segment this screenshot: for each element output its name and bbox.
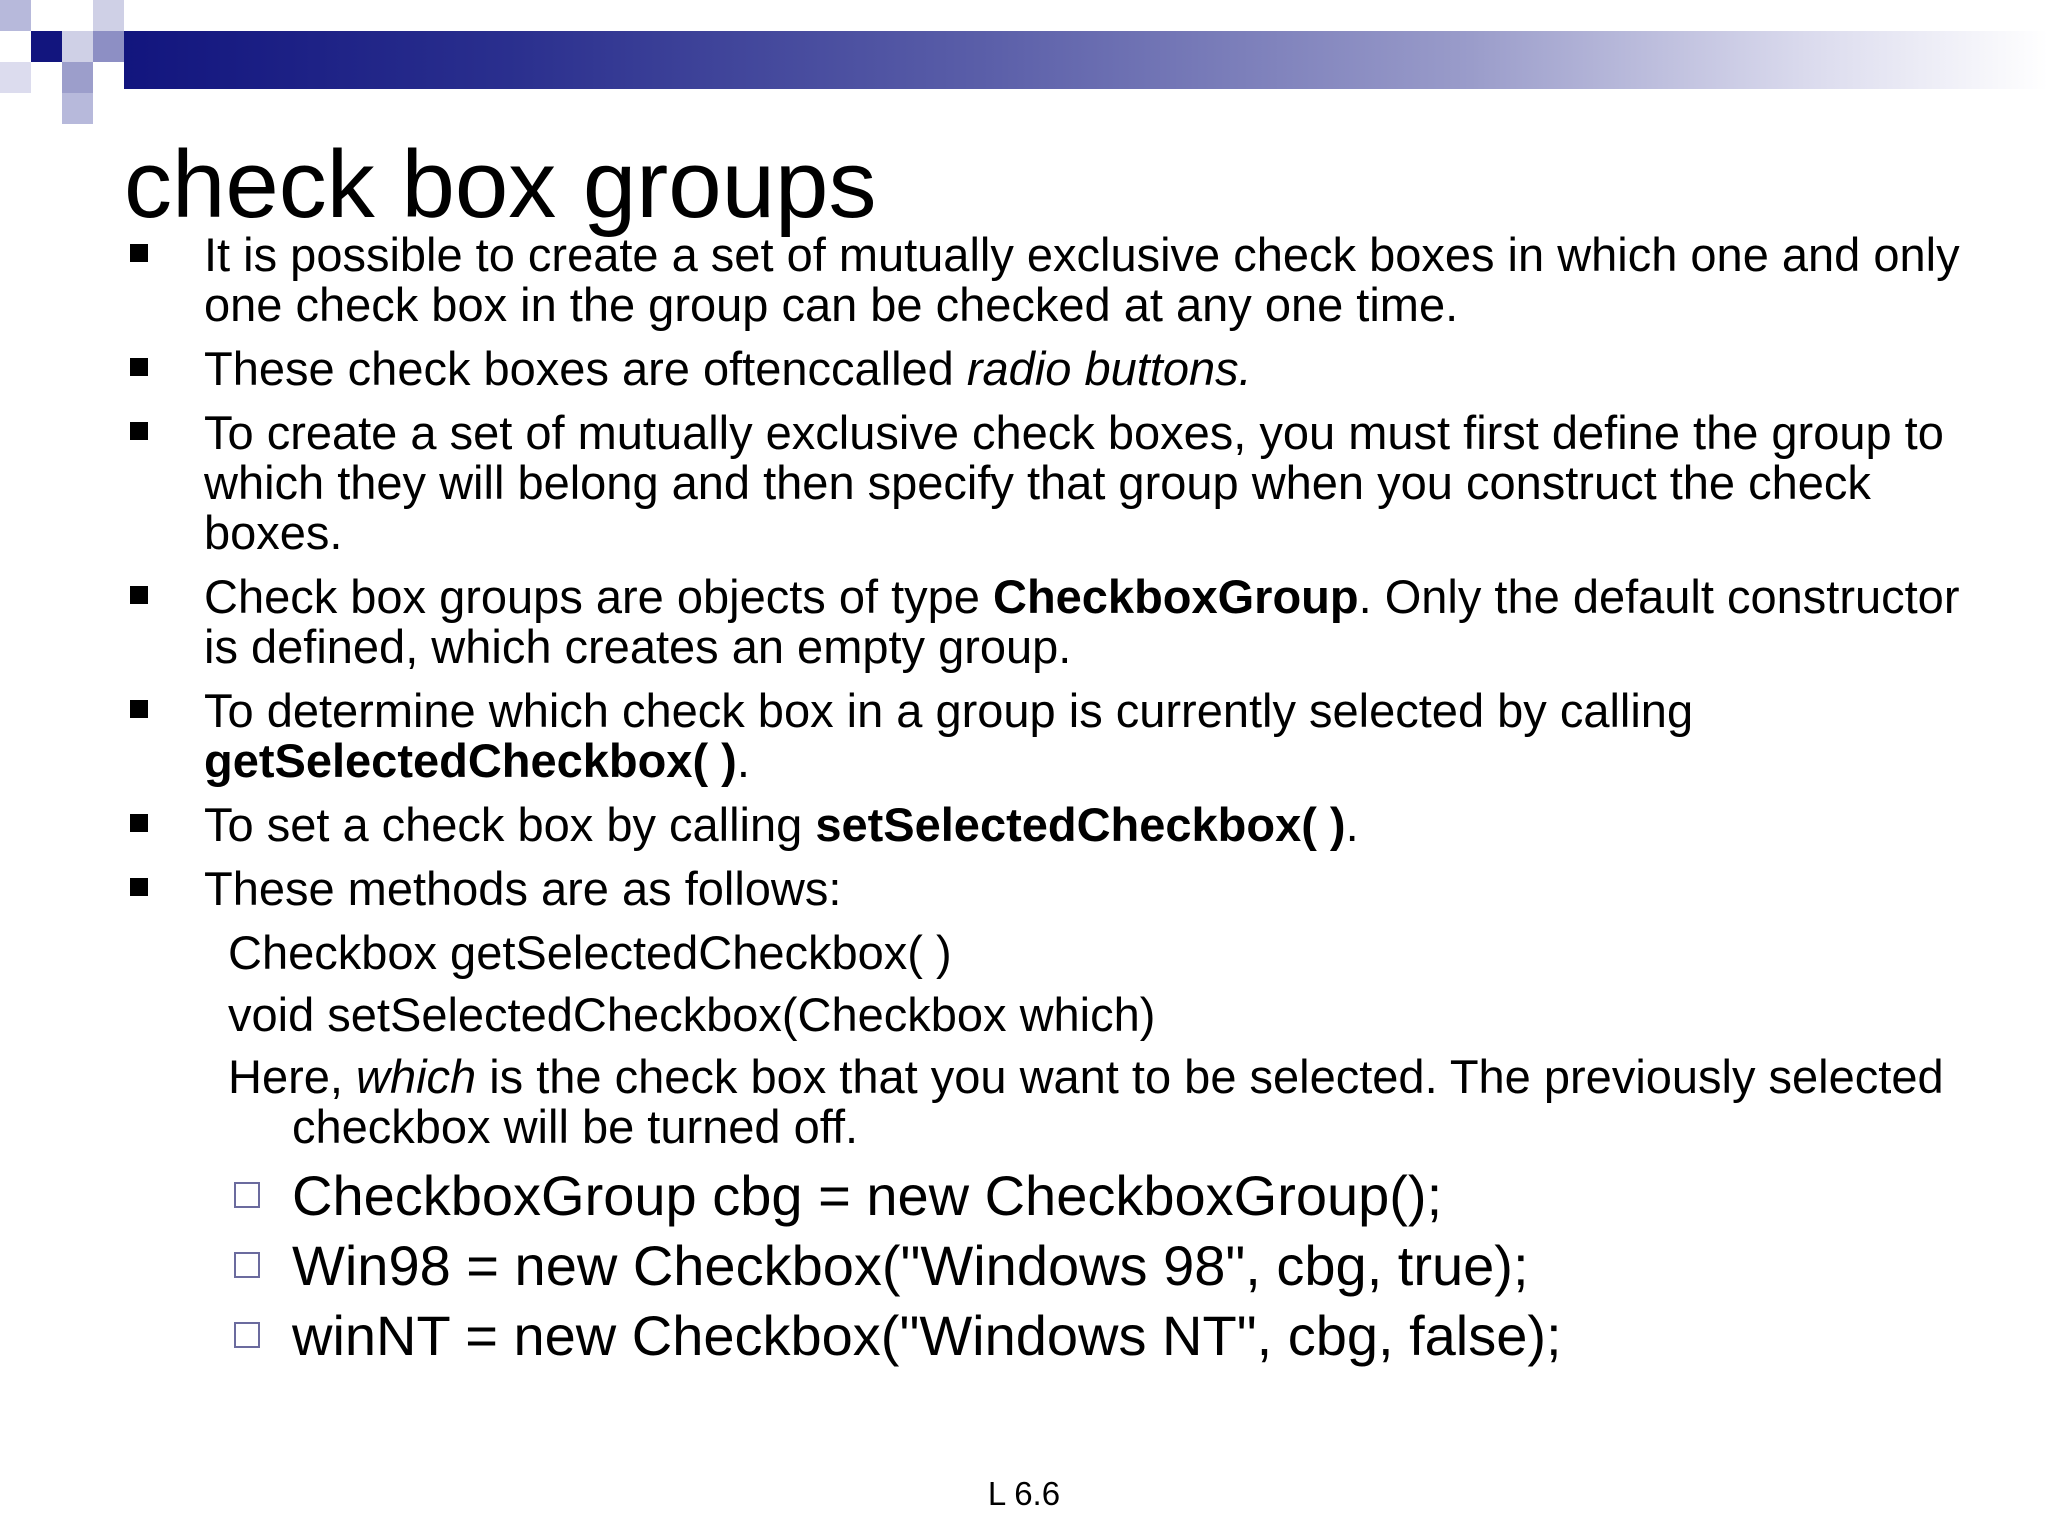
bullet-text: To determine which check box in a group is currently selected by calling	[204, 684, 1694, 737]
explanation-italic: which	[356, 1050, 477, 1103]
bullet-text-bold: getSelectedCheckbox( )	[204, 734, 737, 787]
bullet-text-bold: CheckboxGroup	[993, 570, 1359, 623]
square-bullet-icon	[130, 878, 148, 896]
decorative-square	[31, 0, 62, 31]
square-bullet-icon	[130, 244, 148, 262]
decorative-square	[62, 62, 93, 93]
explanation-suffix: is the check box that you want to be selected. The previously selected checkbox will be turned off.	[292, 1050, 1944, 1153]
square-bullet-icon	[130, 814, 148, 832]
bullet-item	[124, 408, 2004, 558]
bullet-item	[124, 864, 2004, 914]
bullet-item	[124, 800, 2004, 850]
bullet-text: To create a set of mutually exclusive check boxes, you must first define the group to which they will belong and then specify that group when you construct the check boxes.	[204, 406, 1944, 559]
bullet-item	[124, 230, 2004, 330]
square-bullet-icon	[130, 422, 148, 440]
bullet-text: It is possible to create a set of mutually exclusive check boxes in which one and only one check box in the group can be checked at any one time.	[204, 228, 1960, 331]
code-list	[228, 1164, 2004, 1368]
decorative-square	[0, 0, 31, 31]
method-line: Checkbox getSelectedCheckbox( )	[228, 926, 952, 979]
code-line	[228, 1234, 2004, 1298]
hollow-square-bullet-icon	[234, 1252, 260, 1278]
bullet-item	[124, 344, 2004, 394]
code-text: Win98 = new Checkbox("Windows 98", cbg, true);	[292, 1234, 1529, 1297]
decorative-square	[62, 31, 93, 62]
decorative-square	[31, 31, 62, 62]
decorative-square	[93, 31, 124, 62]
bullet-item	[124, 686, 2004, 786]
hollow-square-bullet-icon	[234, 1182, 260, 1208]
bullet-text: .	[1345, 798, 1359, 851]
slide-number: L 6.6	[987, 1475, 1061, 1512]
bullet-text: These methods are as follows:	[204, 862, 842, 915]
bullet-text: To set a check box by calling	[204, 798, 816, 851]
bullet-text: . Only the default constructor is defined, which creates an empty group.	[204, 570, 1960, 673]
bullet-list	[124, 230, 2004, 1374]
bullet-text: Check box groups are objects of type	[204, 570, 993, 623]
header-gradient-bar	[124, 31, 2048, 89]
method-line: void setSelectedCheckbox(Checkbox which)	[228, 988, 1156, 1041]
bullet-item	[124, 572, 2004, 672]
code-text: CheckboxGroup cbg = new CheckboxGroup();	[292, 1164, 1443, 1227]
bullet-text-bold: setSelectedCheckbox( )	[815, 798, 1346, 851]
slide-title: check box groups	[124, 131, 877, 238]
square-bullet-icon	[130, 586, 148, 604]
square-bullet-icon	[130, 358, 148, 376]
decorative-square	[0, 62, 31, 93]
decorative-square	[62, 93, 93, 124]
decorative-square	[93, 0, 124, 31]
code-line	[228, 1164, 2004, 1228]
square-bullet-icon	[130, 700, 148, 718]
hollow-square-bullet-icon	[234, 1322, 260, 1348]
bullet-text: These check boxes are oftenccalled	[204, 342, 967, 395]
bullet-text-italic: radio buttons.	[966, 342, 1252, 395]
explanation-prefix: Here,	[228, 1050, 356, 1103]
code-line	[228, 1304, 2004, 1368]
bullet-text: .	[736, 734, 750, 787]
explanation-text	[228, 1052, 2004, 1152]
code-text: winNT = new Checkbox("Windows NT", cbg, false);	[292, 1304, 1562, 1367]
